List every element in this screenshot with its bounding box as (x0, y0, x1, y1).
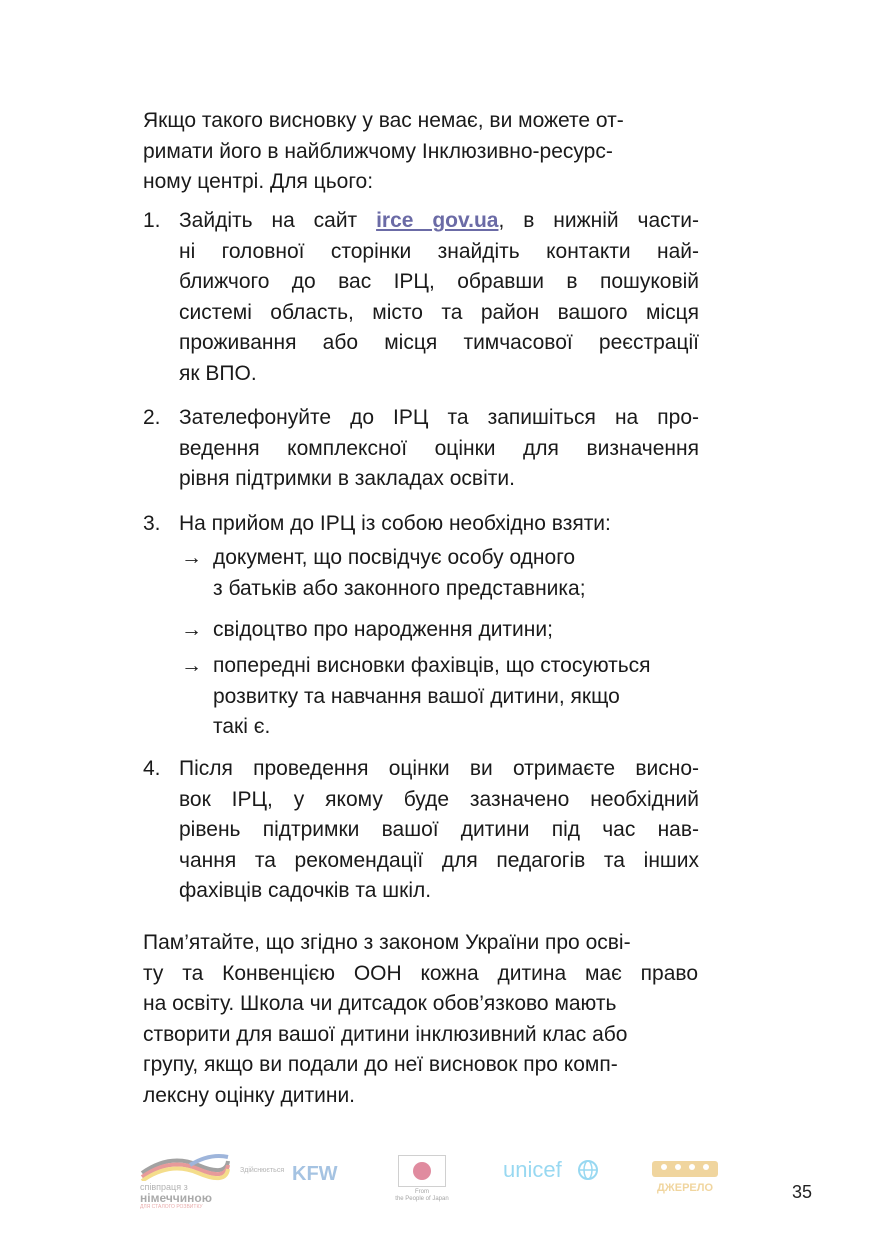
logo-text: співпраця з (140, 1182, 188, 1192)
step-line: як ВПО. (179, 361, 257, 385)
dzherelo-logo (652, 1157, 722, 1197)
step-line: вок ІРЦ, у якому буде зазначено необхідний (179, 787, 699, 811)
bullet-line: документ, що посвідчує особу одного (213, 546, 576, 569)
step-line: проживання або місця тимчасової реєстрації (179, 331, 699, 354)
page-number: 35 (791, 1182, 812, 1202)
outro-paragraph (143, 928, 698, 1111)
outro-line: на освіту. Школа чи дитсадок обов’язково мають (143, 992, 617, 1015)
step-number: 4. (143, 757, 161, 780)
step-number: 1. (143, 209, 161, 232)
germany-cooperation-logo (140, 1151, 230, 1209)
step-line: ведення комплексної оцінки для визначення (179, 436, 699, 460)
unicef-globe-icon (577, 1159, 599, 1181)
step-line: ні головної сторінки знайдіть контакти най- (179, 239, 699, 263)
step-number: 3. (143, 512, 161, 535)
step-number: 2. (143, 406, 161, 429)
bullet-line: попередні висновки фахівців, що стосуються (213, 654, 651, 677)
step-line: чання та рекомендації для педагогів та інших (179, 848, 699, 872)
intro-line: римати його в найближчому Інклюзивно-ресурс- (143, 139, 613, 163)
outro-line: ту та Конвенцією ООН кожна дитина має право (143, 961, 698, 985)
step-text: , в нижній части- (498, 209, 699, 232)
step-line: фахівців садочків та шкіл. (179, 879, 432, 902)
logo-text: ДЛЯ СТАЛОГО РОЗВИТКУ (140, 1204, 203, 1210)
logo-text: німеччиною (140, 1191, 212, 1205)
logo-caption: Здійснюється (240, 1167, 285, 1174)
step-line (179, 206, 699, 237)
flag-wave-icon (140, 1151, 230, 1181)
outro-line: лексну оцінку дитини. (143, 1083, 356, 1107)
intro-line: ному центрі. Для цього: (143, 170, 374, 193)
step-line: рівень підтримки вашої дитини під час нав- (179, 818, 699, 841)
people-icon (652, 1157, 718, 1177)
step-line: ближчого до вас ІРЦ, обравши в пошуковій (179, 270, 699, 293)
bullet-line: такі є. (213, 715, 271, 738)
logo-text: KFW (292, 1163, 338, 1185)
outro-line: створити для вашої дитини інклюзивний клас або (143, 1022, 628, 1046)
logo-text: unicef (503, 1157, 562, 1182)
step-line: На прийом до ІРЦ із собою необхідно взяти: (179, 512, 611, 535)
footer-logos (0, 1145, 874, 1215)
japan-logo (392, 1155, 452, 1215)
step-line: Після проведення оцінки ви отримаєте висно- (179, 757, 699, 780)
bullet-line: з батьків або законного представника; (213, 576, 586, 600)
bullet-line: розвитку та навчання вашої дитини, якщо (213, 684, 620, 708)
outro-line: Пам’ятайте, що згідно з законом України про осві- (143, 931, 631, 954)
bullet-line: свідоцтво про народження дитини; (213, 618, 553, 641)
step-line: рівня підтримки в закладах освіти. (179, 467, 515, 490)
arrow-right-icon: → (181, 654, 202, 677)
step-line: Зателефонуйте до ІРЦ та запишіться на про- (179, 406, 699, 429)
irce-link[interactable]: irce gov.ua (376, 209, 499, 232)
japan-flag-icon (398, 1155, 446, 1187)
step-text: Зайдіть на сайт (179, 209, 377, 232)
kfw-logo (240, 1163, 340, 1203)
arrow-right-icon: → (181, 546, 202, 569)
intro-line: Якщо такого висновку у вас немає, ви можете от- (143, 109, 624, 132)
intro-paragraph (143, 106, 698, 198)
logo-text: ДЖЕРЕЛО (656, 1182, 714, 1194)
outro-line: групу, якщо ви подали до неї висновок про комп- (143, 1053, 618, 1076)
logo-caption: From the People of Japan (395, 1189, 449, 1202)
step-line: системі область, місто та район вашого місця (179, 300, 699, 324)
arrow-right-icon: → (181, 618, 202, 641)
unicef-logo (503, 1157, 603, 1197)
